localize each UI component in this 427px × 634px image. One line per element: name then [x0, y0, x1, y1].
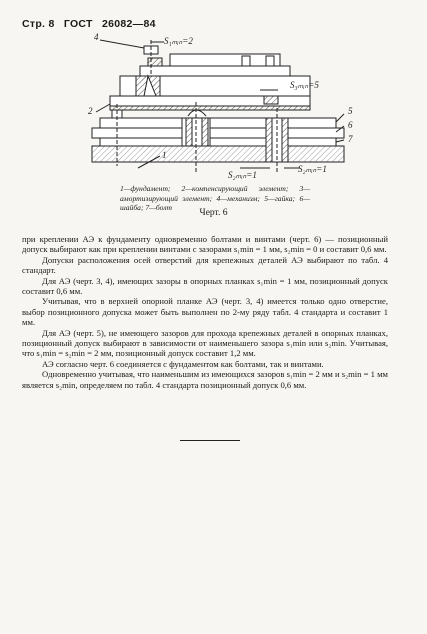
technical-drawing [60, 32, 380, 182]
label-1: 1 [162, 150, 167, 160]
paragraph: Для АЭ (черт. 3, 4), имеющих зазоры в опорных планках s₁min = 1 мм, позиционный допуск составит 0,6 мм. [22, 275, 388, 297]
label-2: 2 [88, 106, 93, 116]
dim-s1: S₁ₘᵢₙ=2 [164, 36, 193, 46]
end-rule [180, 440, 240, 441]
dim-s3: S₃ₘᵢₙ=5 [290, 80, 319, 90]
label-6: 6 [348, 120, 353, 130]
label-4: 4 [94, 32, 99, 42]
page-header [22, 18, 162, 30]
figure-title: Черт. 6 [199, 208, 228, 218]
paragraph: Одновременно учитывая, что наименьшим из имеющихся зазоров s₁min = 2 мм и s₂min = 1 мм является s₂min, определяем по табл. 4 стандарта позиционный допуск 0,6 мм. [22, 369, 388, 390]
body-text [22, 234, 388, 390]
label-7: 7 [348, 134, 353, 144]
compensating-element [110, 96, 310, 106]
paragraph: при креплении АЭ к фундаменту одновременно болтами и винтами (черт. 6) — позиционный допуск выбирают как при креплении винтами с зазорами s₁min = 1 мм, s₂min = 0 и составит 0,6 мм. [22, 234, 388, 255]
figure-caption: 1—фундамент; 2—компенсирующий элемент; 3—амортизирующий элемент; 4—механизм; 5—гайка; 6—шайба; 7—болт [120, 184, 310, 212]
standard-label: ГОСТ [63, 18, 93, 30]
paragraph: Учитывая, что в верхней опорной планке АЭ (черт. 3, 4) имеется только одно отверстие, выбор позиционного допуска может быть выполнен по 2-му ряду табл. 4 стандарта и составит 1 мм. [22, 296, 388, 328]
mechanism-plate [140, 66, 290, 76]
paragraph: АЭ согласно черт. 6 соединяется с фундаментом как болтами, так и винтами. [42, 358, 324, 369]
label-5: 5 [348, 106, 353, 116]
dim-s2-left: S₂ₘᵢₙ=1 [228, 170, 257, 180]
page-number: Стр. 8 [22, 18, 55, 30]
paragraph: Допуски расположения осей отверстий для крепежных деталей АЭ выбирают по табл. 4 стандарт. [22, 254, 388, 276]
dim-s2-right: S₂ₘᵢₙ=1 [298, 164, 327, 174]
standard-number: 26082—84 [101, 18, 156, 30]
paragraph: Для АЭ (черт. 5), не имеющего зазоров для прохода крепежных деталей в опорных планках, позиционный допуск выбирают в зависимости от наименьшего зазора s₁min или s₂min. Учитывая, что s₁min = s₂min = 2 мм, позиционный допуск составит 1,2 мм. [22, 327, 388, 359]
